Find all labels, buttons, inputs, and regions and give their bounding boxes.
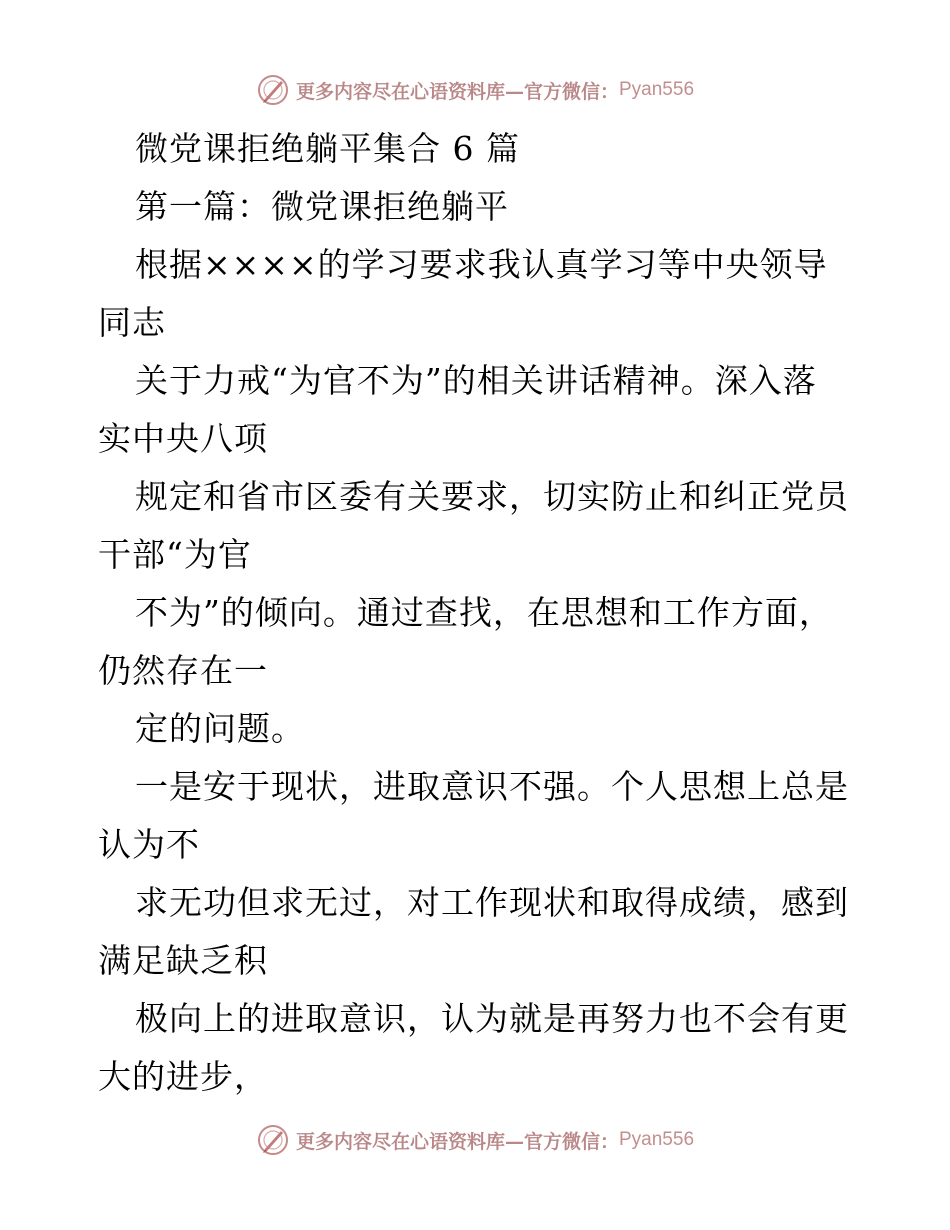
watermark-brand: Pyan556 [619, 79, 695, 100]
text-line: 同志 [98, 303, 166, 342]
pen-logo-icon [256, 73, 290, 107]
text-line: 关于力戒“为官不为”的相关讲话精神。深入落 [135, 361, 817, 400]
watermark-text: 更多内容尽在心语资料库—官方微信： [295, 1130, 619, 1153]
footer-watermark [0, 1120, 950, 1160]
watermark-text: 更多内容尽在心语资料库—官方微信： [295, 80, 619, 103]
text-line: 干部“为官 [98, 535, 252, 574]
text-line: 第一篇：微党课拒绝躺平 [135, 187, 509, 226]
header-watermark [0, 70, 950, 110]
text-line: 极向上的进取意识，认为就是再努力也不会有更 [135, 999, 849, 1038]
text-line: 不为”的倾向。通过查找，在思想和工作方面， [135, 593, 833, 632]
text-line: 大的进步， [98, 1057, 268, 1096]
text-line: 认为不 [98, 825, 200, 864]
text-line: 求无功但求无过，对工作现状和取得成绩，感到 [135, 883, 849, 922]
text-line: 仍然存在一 [98, 651, 268, 690]
text-line: 实中央八项 [98, 419, 268, 458]
text-line: 根据××××的学习要求我认真学习等中央领导 [135, 245, 828, 284]
watermark-brand: Pyan556 [619, 1129, 695, 1150]
document-body [98, 120, 858, 1106]
text-line: 定的问题。 [135, 709, 305, 748]
text-line: 满足缺乏积 [98, 941, 268, 980]
text-line: 规定和省市区委有关要求，切实防止和纠正党员 [135, 477, 849, 516]
pen-logo-icon [256, 1123, 290, 1157]
text-line: 一是安于现状，进取意识不强。个人思想上总是 [135, 767, 849, 806]
document-title: 微党课拒绝躺平集合 6 篇 [135, 129, 520, 168]
